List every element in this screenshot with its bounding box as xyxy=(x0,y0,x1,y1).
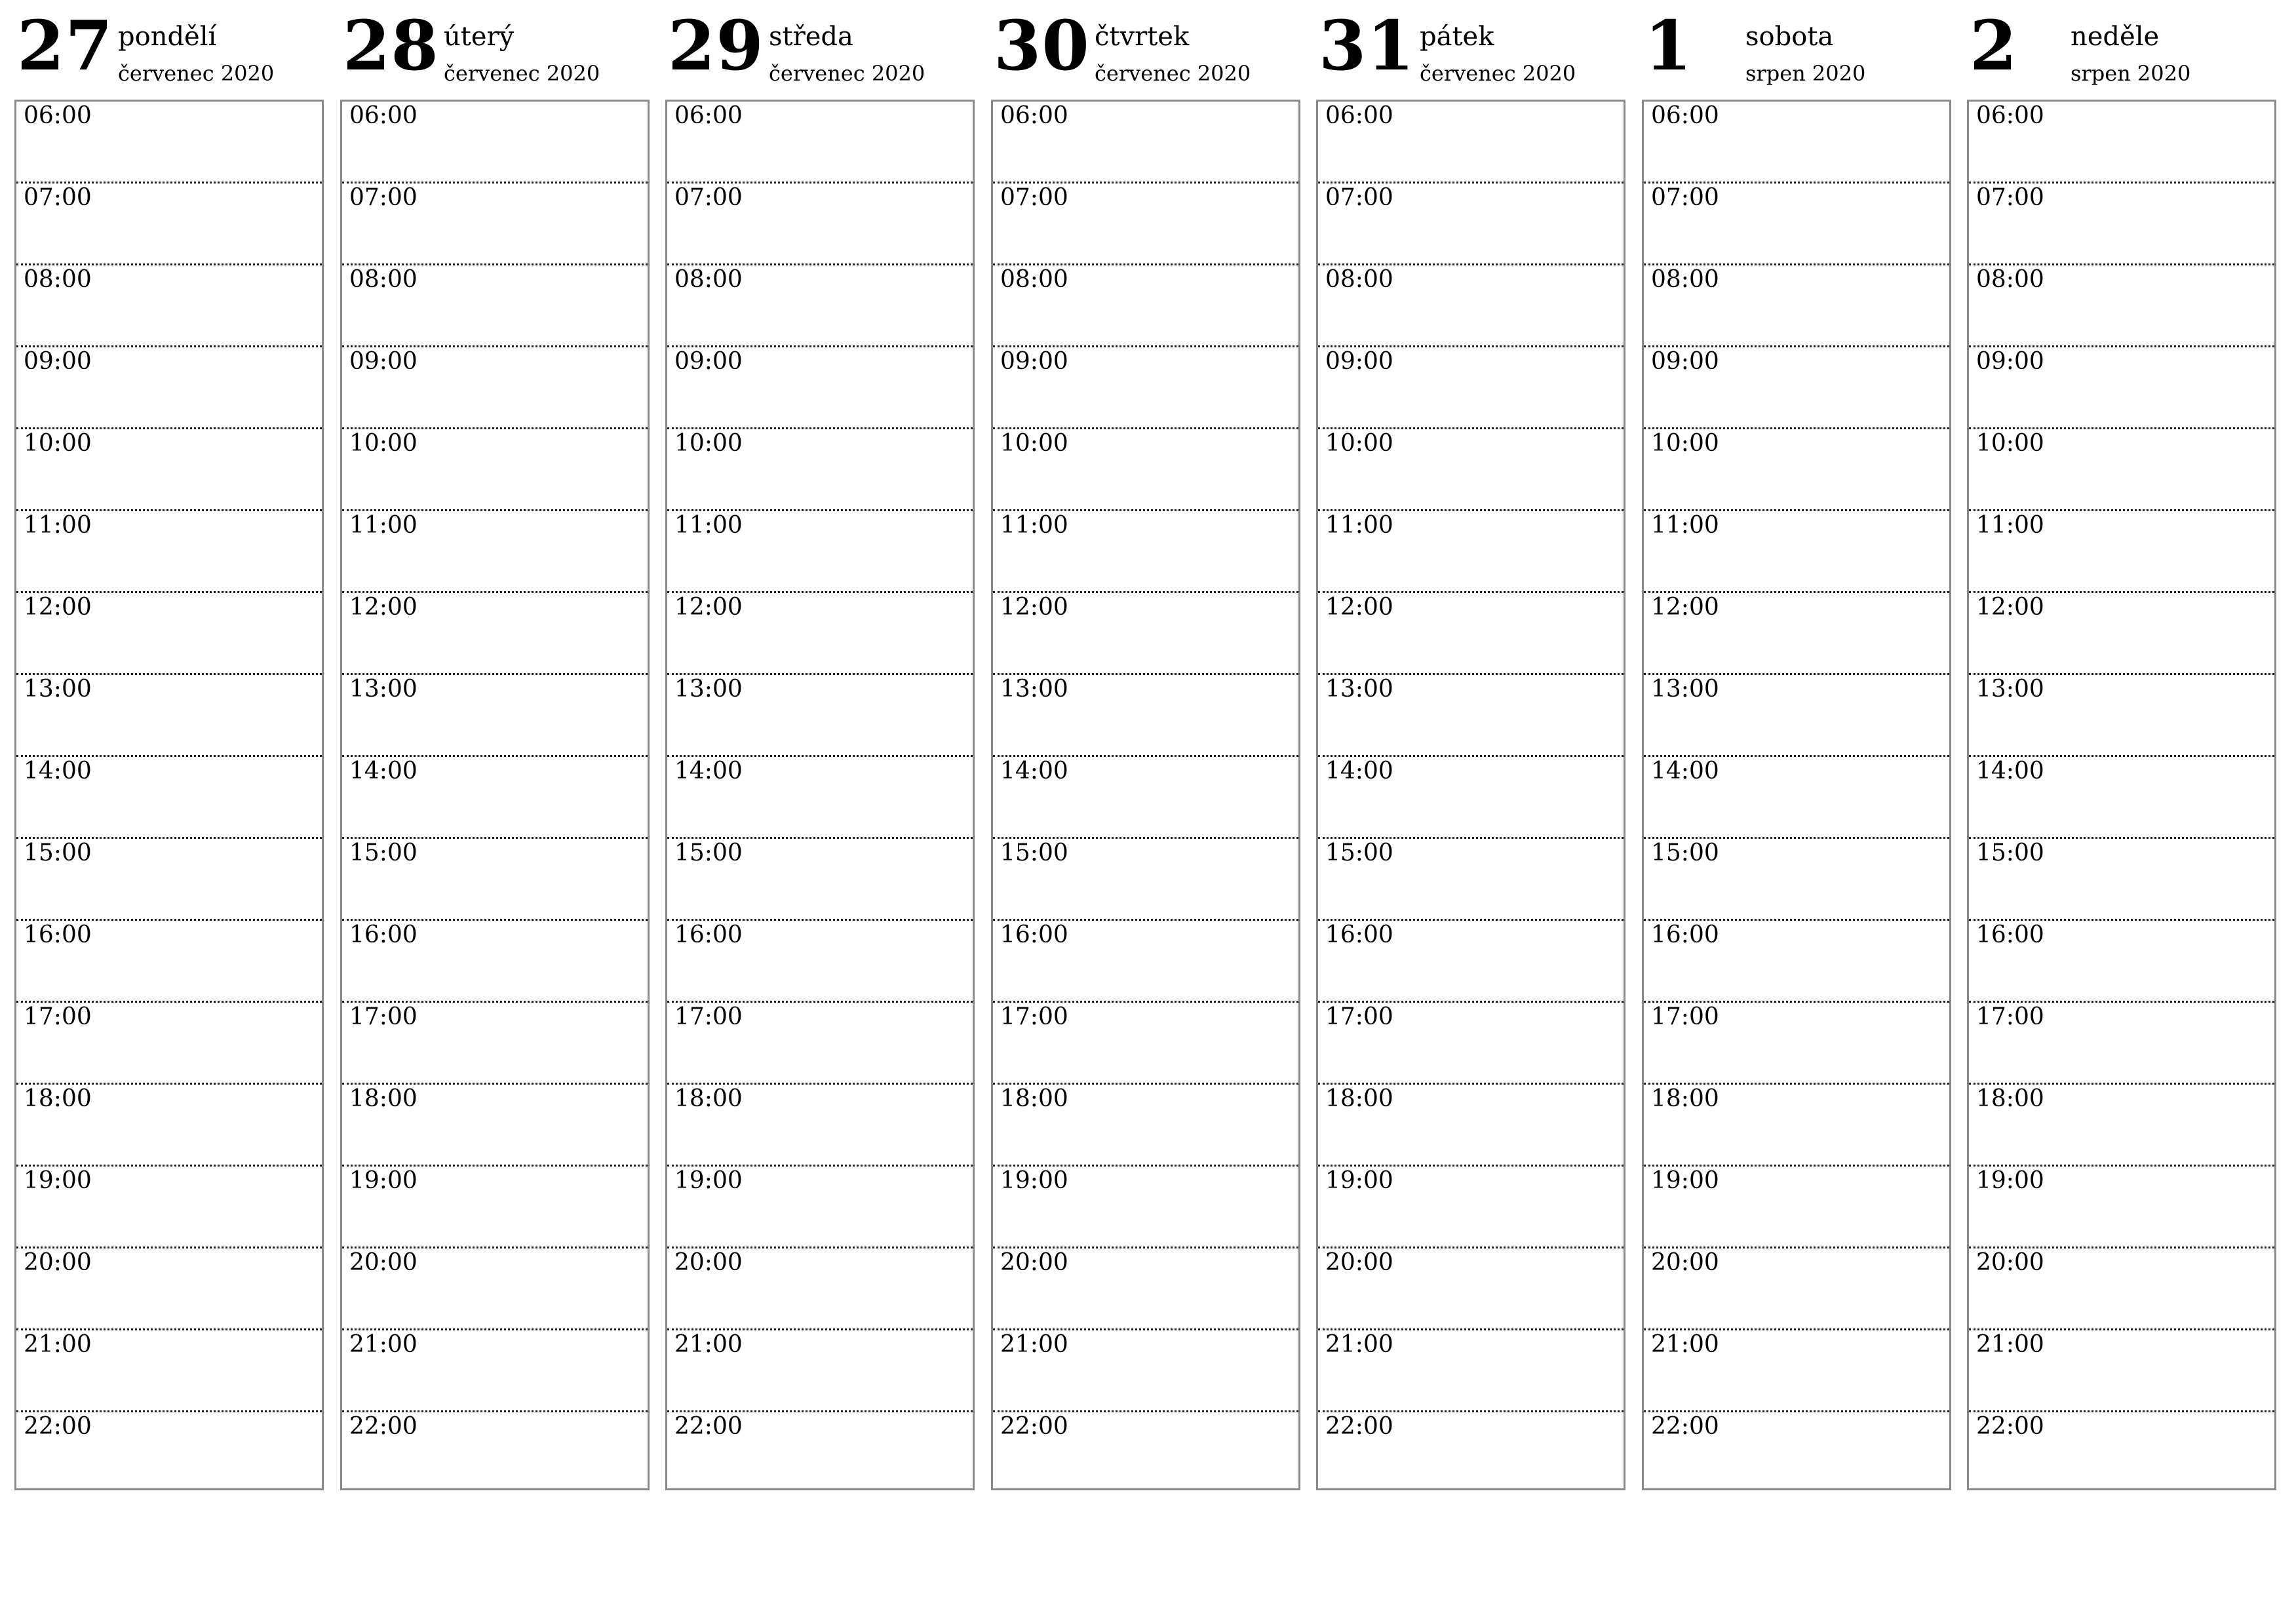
month-year: červenec 2020 xyxy=(444,61,600,86)
hour-slot[interactable] xyxy=(1644,347,1949,429)
day-number: 27 xyxy=(17,5,113,86)
hour-slot[interactable] xyxy=(993,675,1298,757)
day-header xyxy=(1967,0,2279,98)
hour-slot[interactable] xyxy=(342,593,648,675)
hour-slot[interactable] xyxy=(667,757,973,839)
day-header xyxy=(14,0,326,98)
hour-slot[interactable] xyxy=(342,429,648,511)
hour-label: 11:00 xyxy=(1325,512,1393,539)
hour-label: 18:00 xyxy=(349,1085,418,1112)
hour-label: 14:00 xyxy=(1000,758,1068,784)
hour-slot[interactable] xyxy=(993,1085,1298,1167)
day-schedule-box xyxy=(665,100,975,1490)
hour-label: 18:00 xyxy=(1651,1085,1719,1112)
hour-label: 21:00 xyxy=(24,1331,92,1358)
hour-slot[interactable] xyxy=(342,1085,648,1167)
hour-slot[interactable] xyxy=(16,1330,322,1412)
hour-slot[interactable] xyxy=(1969,102,2274,184)
day-column xyxy=(1967,0,2279,1494)
hour-slot[interactable] xyxy=(342,184,648,265)
hour-slot[interactable] xyxy=(16,757,322,839)
hour-label: 10:00 xyxy=(1000,430,1068,457)
hour-slot[interactable] xyxy=(342,1412,648,1490)
hour-label: 16:00 xyxy=(349,921,418,948)
day-number: 29 xyxy=(668,5,764,86)
hour-slot[interactable] xyxy=(1318,1003,1624,1085)
hour-label: 10:00 xyxy=(1325,430,1393,457)
hour-slot[interactable] xyxy=(16,184,322,265)
hour-label: 09:00 xyxy=(1651,348,1719,375)
hour-slot[interactable] xyxy=(1969,1085,2274,1167)
hour-label: 13:00 xyxy=(24,676,92,703)
hour-label: 15:00 xyxy=(1976,840,2044,866)
weekday-name: úterý xyxy=(444,22,515,52)
hour-slot[interactable] xyxy=(1644,839,1949,921)
hour-label: 16:00 xyxy=(674,921,743,948)
hour-slot[interactable] xyxy=(993,1412,1298,1490)
weekday-name: sobota xyxy=(1745,22,1834,52)
weekday-name: čtvrtek xyxy=(1095,22,1190,52)
hour-label: 20:00 xyxy=(674,1249,743,1276)
hour-slot[interactable] xyxy=(1969,1412,2274,1490)
hour-label: 16:00 xyxy=(1325,921,1393,948)
hour-slot[interactable] xyxy=(993,1167,1298,1248)
hour-slot[interactable] xyxy=(1644,675,1949,757)
hour-label: 07:00 xyxy=(674,184,743,211)
hour-label: 08:00 xyxy=(674,266,743,293)
hour-slot[interactable] xyxy=(1969,265,2274,347)
day-schedule-box xyxy=(1316,100,1625,1490)
weekly-planner xyxy=(14,0,2289,1507)
hour-label: 13:00 xyxy=(1651,676,1719,703)
month-year: červenec 2020 xyxy=(769,61,925,86)
hour-label: 22:00 xyxy=(674,1413,743,1440)
hour-slot[interactable] xyxy=(1969,429,2274,511)
day-header xyxy=(665,0,977,98)
hour-label: 15:00 xyxy=(674,840,743,866)
hour-slot[interactable] xyxy=(993,1330,1298,1412)
hour-label: 11:00 xyxy=(674,512,743,539)
hour-slot[interactable] xyxy=(667,1330,973,1412)
day-column xyxy=(665,0,977,1494)
hour-label: 15:00 xyxy=(1325,840,1393,866)
hour-slot[interactable] xyxy=(16,102,322,184)
day-header xyxy=(340,0,652,98)
weekday-name: pondělí xyxy=(118,22,217,52)
hour-slot[interactable] xyxy=(1318,347,1624,429)
hour-label: 21:00 xyxy=(1000,1331,1068,1358)
hour-slot[interactable] xyxy=(16,347,322,429)
hour-label: 12:00 xyxy=(24,594,92,621)
hour-slot[interactable] xyxy=(1969,511,2274,593)
hour-slot[interactable] xyxy=(993,429,1298,511)
hour-label: 14:00 xyxy=(1651,758,1719,784)
hour-label: 10:00 xyxy=(24,430,92,457)
hour-label: 19:00 xyxy=(674,1167,743,1194)
hour-slot[interactable] xyxy=(667,839,973,921)
hour-label: 11:00 xyxy=(349,512,418,539)
hour-label: 18:00 xyxy=(1325,1085,1393,1112)
hour-slot[interactable] xyxy=(993,921,1298,1003)
day-column xyxy=(1642,0,1954,1494)
hour-slot[interactable] xyxy=(993,1003,1298,1085)
hour-slot[interactable] xyxy=(342,1248,648,1330)
hour-label: 19:00 xyxy=(1976,1167,2044,1194)
hour-label: 14:00 xyxy=(674,758,743,784)
hour-label: 22:00 xyxy=(1651,1413,1719,1440)
hour-slot[interactable] xyxy=(1644,265,1949,347)
hour-label: 09:00 xyxy=(1000,348,1068,375)
hour-label: 06:00 xyxy=(1325,102,1393,129)
hour-label: 17:00 xyxy=(1976,1003,2044,1030)
hour-label: 12:00 xyxy=(349,594,418,621)
hour-slot[interactable] xyxy=(16,1003,322,1085)
hour-label: 14:00 xyxy=(1325,758,1393,784)
hour-label: 17:00 xyxy=(674,1003,743,1030)
day-header xyxy=(1316,0,1628,98)
hour-slot[interactable] xyxy=(667,1085,973,1167)
hour-slot[interactable] xyxy=(667,1412,973,1490)
hour-label: 10:00 xyxy=(1976,430,2044,457)
hour-slot[interactable] xyxy=(993,184,1298,265)
hour-label: 18:00 xyxy=(24,1085,92,1112)
hour-slot[interactable] xyxy=(667,102,973,184)
hour-label: 06:00 xyxy=(24,102,92,129)
hour-slot[interactable] xyxy=(16,1248,322,1330)
hour-label: 11:00 xyxy=(1651,512,1719,539)
hour-slot[interactable] xyxy=(993,839,1298,921)
hour-slot[interactable] xyxy=(342,511,648,593)
hour-slot[interactable] xyxy=(1969,1248,2274,1330)
hour-slot[interactable] xyxy=(1318,1167,1624,1248)
hour-label: 06:00 xyxy=(674,102,743,129)
hour-label: 08:00 xyxy=(24,266,92,293)
hour-slot[interactable] xyxy=(1969,593,2274,675)
hour-slot[interactable] xyxy=(993,511,1298,593)
hour-slot[interactable] xyxy=(1644,1412,1949,1490)
hour-slot[interactable] xyxy=(1644,757,1949,839)
hour-label: 15:00 xyxy=(24,840,92,866)
hour-slot[interactable] xyxy=(1969,757,2274,839)
hour-label: 18:00 xyxy=(1000,1085,1068,1112)
day-schedule-box xyxy=(14,100,324,1490)
hour-label: 20:00 xyxy=(1325,1249,1393,1276)
hour-label: 08:00 xyxy=(1651,266,1719,293)
hour-label: 20:00 xyxy=(1000,1249,1068,1276)
hour-label: 07:00 xyxy=(349,184,418,211)
hour-label: 13:00 xyxy=(1000,676,1068,703)
hour-slot[interactable] xyxy=(16,1412,322,1490)
hour-label: 10:00 xyxy=(674,430,743,457)
day-number: 28 xyxy=(343,5,439,86)
hour-label: 19:00 xyxy=(349,1167,418,1194)
hour-slot[interactable] xyxy=(1644,921,1949,1003)
hour-label: 18:00 xyxy=(1976,1085,2044,1112)
hour-slot[interactable] xyxy=(667,921,973,1003)
hour-slot[interactable] xyxy=(16,839,322,921)
hour-label: 13:00 xyxy=(1325,676,1393,703)
day-number: 30 xyxy=(994,5,1090,86)
hour-label: 06:00 xyxy=(1976,102,2044,129)
hour-label: 09:00 xyxy=(24,348,92,375)
hour-slot[interactable] xyxy=(342,921,648,1003)
hour-slot[interactable] xyxy=(1969,839,2274,921)
hour-slot[interactable] xyxy=(342,675,648,757)
day-header xyxy=(991,0,1303,98)
hour-slot[interactable] xyxy=(1318,1330,1624,1412)
hour-label: 19:00 xyxy=(1000,1167,1068,1194)
hour-slot[interactable] xyxy=(667,593,973,675)
hour-label: 07:00 xyxy=(24,184,92,211)
weekday-name: pátek xyxy=(1420,22,1494,52)
hour-label: 22:00 xyxy=(24,1413,92,1440)
hour-slot[interactable] xyxy=(342,839,648,921)
hour-label: 16:00 xyxy=(1651,921,1719,948)
hour-slot[interactable] xyxy=(16,511,322,593)
hour-slot[interactable] xyxy=(1644,102,1949,184)
hour-label: 08:00 xyxy=(349,266,418,293)
hour-slot[interactable] xyxy=(667,184,973,265)
day-column xyxy=(1316,0,1628,1494)
hour-slot[interactable] xyxy=(1644,1248,1949,1330)
hour-slot[interactable] xyxy=(342,1330,648,1412)
hour-label: 14:00 xyxy=(349,758,418,784)
hour-slot[interactable] xyxy=(1969,921,2274,1003)
hour-label: 17:00 xyxy=(1325,1003,1393,1030)
weekday-name: středa xyxy=(769,22,853,52)
hour-label: 14:00 xyxy=(24,758,92,784)
hour-label: 20:00 xyxy=(24,1249,92,1276)
hour-slot[interactable] xyxy=(342,347,648,429)
hour-slot[interactable] xyxy=(1318,1248,1624,1330)
day-header xyxy=(1642,0,1954,98)
hour-slot[interactable] xyxy=(16,921,322,1003)
hour-slot[interactable] xyxy=(342,102,648,184)
hour-label: 09:00 xyxy=(349,348,418,375)
hour-slot[interactable] xyxy=(16,265,322,347)
day-schedule-box xyxy=(340,100,650,1490)
day-number: 1 xyxy=(1644,5,1693,86)
hour-label: 21:00 xyxy=(1651,1331,1719,1358)
hour-label: 15:00 xyxy=(349,840,418,866)
hour-label: 19:00 xyxy=(24,1167,92,1194)
hour-slot[interactable] xyxy=(1318,102,1624,184)
hour-label: 09:00 xyxy=(1976,348,2044,375)
hour-label: 19:00 xyxy=(1325,1167,1393,1194)
hour-label: 10:00 xyxy=(349,430,418,457)
hour-label: 20:00 xyxy=(1976,1249,2044,1276)
hour-label: 22:00 xyxy=(1976,1413,2044,1440)
hour-slot[interactable] xyxy=(1318,675,1624,757)
hour-slot[interactable] xyxy=(993,593,1298,675)
hour-slot[interactable] xyxy=(993,757,1298,839)
hour-slot[interactable] xyxy=(1969,347,2274,429)
hour-label: 12:00 xyxy=(1651,594,1719,621)
hour-slot[interactable] xyxy=(16,429,322,511)
hour-label: 13:00 xyxy=(674,676,743,703)
hour-slot[interactable] xyxy=(1318,1412,1624,1490)
hour-label: 11:00 xyxy=(1000,512,1068,539)
hour-label: 22:00 xyxy=(1000,1413,1068,1440)
hour-label: 06:00 xyxy=(1651,102,1719,129)
hour-slot[interactable] xyxy=(16,593,322,675)
hour-slot[interactable] xyxy=(667,675,973,757)
hour-label: 22:00 xyxy=(349,1413,418,1440)
hour-slot[interactable] xyxy=(1318,839,1624,921)
hour-slot[interactable] xyxy=(1318,1085,1624,1167)
hour-slot[interactable] xyxy=(16,1085,322,1167)
hour-slot[interactable] xyxy=(342,757,648,839)
hour-label: 21:00 xyxy=(674,1331,743,1358)
weekday-name: neděle xyxy=(2071,22,2160,52)
hour-label: 07:00 xyxy=(1651,184,1719,211)
hour-slot[interactable] xyxy=(667,347,973,429)
hour-label: 21:00 xyxy=(1976,1331,2044,1358)
hour-slot[interactable] xyxy=(1969,675,2274,757)
hour-label: 10:00 xyxy=(1651,430,1719,457)
hour-label: 06:00 xyxy=(349,102,418,129)
hour-label: 12:00 xyxy=(1325,594,1393,621)
hour-label: 21:00 xyxy=(349,1331,418,1358)
hour-slot[interactable] xyxy=(1644,1003,1949,1085)
hour-label: 08:00 xyxy=(1976,266,2044,293)
hour-slot[interactable] xyxy=(16,675,322,757)
hour-label: 17:00 xyxy=(349,1003,418,1030)
hour-label: 19:00 xyxy=(1651,1167,1719,1194)
hour-label: 18:00 xyxy=(674,1085,743,1112)
day-column xyxy=(14,0,326,1494)
hour-slot[interactable] xyxy=(1969,184,2274,265)
hour-label: 15:00 xyxy=(1000,840,1068,866)
hour-label: 12:00 xyxy=(674,594,743,621)
hour-label: 09:00 xyxy=(1325,348,1393,375)
day-column xyxy=(340,0,652,1494)
hour-label: 08:00 xyxy=(1000,266,1068,293)
hour-slot[interactable] xyxy=(667,429,973,511)
day-column xyxy=(991,0,1303,1494)
hour-label: 12:00 xyxy=(1000,594,1068,621)
hour-slot[interactable] xyxy=(993,265,1298,347)
month-year: srpen 2020 xyxy=(2071,61,2191,86)
hour-slot[interactable] xyxy=(1969,1003,2274,1085)
day-schedule-box xyxy=(991,100,1300,1490)
hour-slot[interactable] xyxy=(1318,265,1624,347)
hour-slot[interactable] xyxy=(1644,1330,1949,1412)
hour-label: 07:00 xyxy=(1976,184,2044,211)
hour-label: 09:00 xyxy=(674,348,743,375)
hour-label: 13:00 xyxy=(1976,676,2044,703)
hour-slot[interactable] xyxy=(1644,184,1949,265)
hour-slot[interactable] xyxy=(1318,593,1624,675)
hour-slot[interactable] xyxy=(1318,184,1624,265)
hour-label: 11:00 xyxy=(1976,512,2044,539)
hour-label: 08:00 xyxy=(1325,266,1393,293)
month-year: srpen 2020 xyxy=(1745,61,1866,86)
hour-slot[interactable] xyxy=(1318,757,1624,839)
hour-slot[interactable] xyxy=(667,511,973,593)
hour-label: 16:00 xyxy=(1000,921,1068,948)
hour-label: 20:00 xyxy=(349,1249,418,1276)
hour-label: 21:00 xyxy=(1325,1331,1393,1358)
month-year: červenec 2020 xyxy=(118,61,275,86)
day-number: 2 xyxy=(1970,5,2018,86)
hour-slot[interactable] xyxy=(1644,1167,1949,1248)
hour-slot[interactable] xyxy=(342,265,648,347)
hour-slot[interactable] xyxy=(1318,511,1624,593)
day-schedule-box xyxy=(1642,100,1951,1490)
hour-slot[interactable] xyxy=(1644,1085,1949,1167)
hour-slot[interactable] xyxy=(993,1248,1298,1330)
hour-slot[interactable] xyxy=(1644,511,1949,593)
hour-label: 14:00 xyxy=(1976,758,2044,784)
hour-slot[interactable] xyxy=(1318,429,1624,511)
day-number: 31 xyxy=(1319,5,1415,86)
hour-label: 16:00 xyxy=(1976,921,2044,948)
hour-label: 12:00 xyxy=(1976,594,2044,621)
hour-slot[interactable] xyxy=(993,102,1298,184)
hour-label: 15:00 xyxy=(1651,840,1719,866)
hour-label: 17:00 xyxy=(1000,1003,1068,1030)
hour-slot[interactable] xyxy=(1969,1330,2274,1412)
hour-slot[interactable] xyxy=(667,265,973,347)
hour-slot[interactable] xyxy=(993,347,1298,429)
hour-label: 16:00 xyxy=(24,921,92,948)
hour-label: 13:00 xyxy=(349,676,418,703)
hour-slot[interactable] xyxy=(1969,1167,2274,1248)
hour-label: 22:00 xyxy=(1325,1413,1393,1440)
hour-label: 17:00 xyxy=(1651,1003,1719,1030)
hour-label: 11:00 xyxy=(24,512,92,539)
hour-slot[interactable] xyxy=(342,1003,648,1085)
hour-slot[interactable] xyxy=(1644,593,1949,675)
hour-label: 17:00 xyxy=(24,1003,92,1030)
hour-label: 06:00 xyxy=(1000,102,1068,129)
hour-label: 07:00 xyxy=(1325,184,1393,211)
hour-label: 07:00 xyxy=(1000,184,1068,211)
hour-label: 20:00 xyxy=(1651,1249,1719,1276)
hour-slot[interactable] xyxy=(1318,921,1624,1003)
hour-slot[interactable] xyxy=(667,1167,973,1248)
month-year: červenec 2020 xyxy=(1420,61,1576,86)
day-schedule-box xyxy=(1967,100,2276,1490)
hour-slot[interactable] xyxy=(16,1167,322,1248)
month-year: červenec 2020 xyxy=(1095,61,1251,86)
hour-slot[interactable] xyxy=(667,1248,973,1330)
hour-slot[interactable] xyxy=(1644,429,1949,511)
hour-slot[interactable] xyxy=(667,1003,973,1085)
hour-slot[interactable] xyxy=(342,1167,648,1248)
